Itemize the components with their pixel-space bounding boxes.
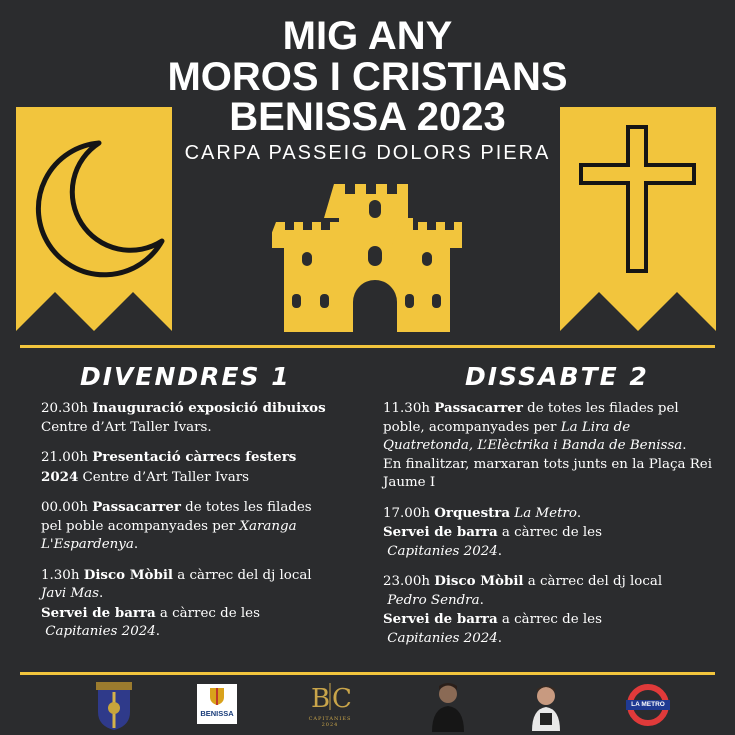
moon-banner [16,107,172,331]
list-item: 1.30h Disco Mòbil a càrrec del dj local Javi Mas. Servei de barra a càrrec de les Capitanies 2024. [41,566,312,639]
crest-logo [94,680,134,732]
footer-divider [20,672,715,675]
svg-text:C: C [332,684,352,712]
friday-events [41,399,331,653]
dj-photo-1 [430,682,466,732]
benissa-logo [197,684,237,724]
title-line-2: MOROS I CRISTIANS [167,55,568,99]
capitanies-label: CAPITANIES 2024 [308,716,352,728]
dj-photo-2 [528,683,564,731]
list-item: 11.30h Passacarrer de totes les filades pel poble, acompanyades per La Lira de Quatretonda, L’Elèctrika i Banda de Benissa. En finalitzar, marxaran tots junts en la Plaça Rei Jaume I [383,400,712,490]
cross-banner [560,107,716,331]
benissa-label: BENISSA [200,709,234,718]
la-metro-label: LA METRO [631,701,665,708]
list-item: 20.30h Inauguració exposició dibuixos Centre d’Art Taller Ivars. [41,400,326,435]
saturday-events [383,399,713,659]
title-line-1: MIG ANY [282,14,453,58]
list-item: 21.00h Presentació càrrecs festers 2024 Centre d’Art Taller Ivars [41,449,297,485]
title-line-3: BENISSA 2023 [229,95,506,139]
list-item: 00.00h Passacarrer de totes les filades pel poble acompanyades per Xaranga L'Espardenya. [41,499,312,552]
list-item: 23.00h Disco Mòbil a càrrec del dj local Pedro Sendra. Servei de barra a càrrec de les Capitanies 2024. [383,573,663,646]
capitanies-monogram-icon [305,680,355,712]
svg-text:B: B [311,684,331,712]
subtitle: CARPA PASSEIG DOLORS PIERA [184,142,551,164]
section-divider [20,345,715,348]
benissa-shield-icon [209,687,225,705]
friday-heading: DIVENDRES 1 [80,362,291,391]
list-item: 17.00h Orquestra La Metro. Servei de barra a càrrec de les Capitanies 2024. [383,504,602,559]
la-metro-logo [626,683,670,727]
saturday-heading: DISSABTE 2 [465,362,649,391]
capitanies-logo [300,680,360,728]
castle-icon [272,184,462,332]
